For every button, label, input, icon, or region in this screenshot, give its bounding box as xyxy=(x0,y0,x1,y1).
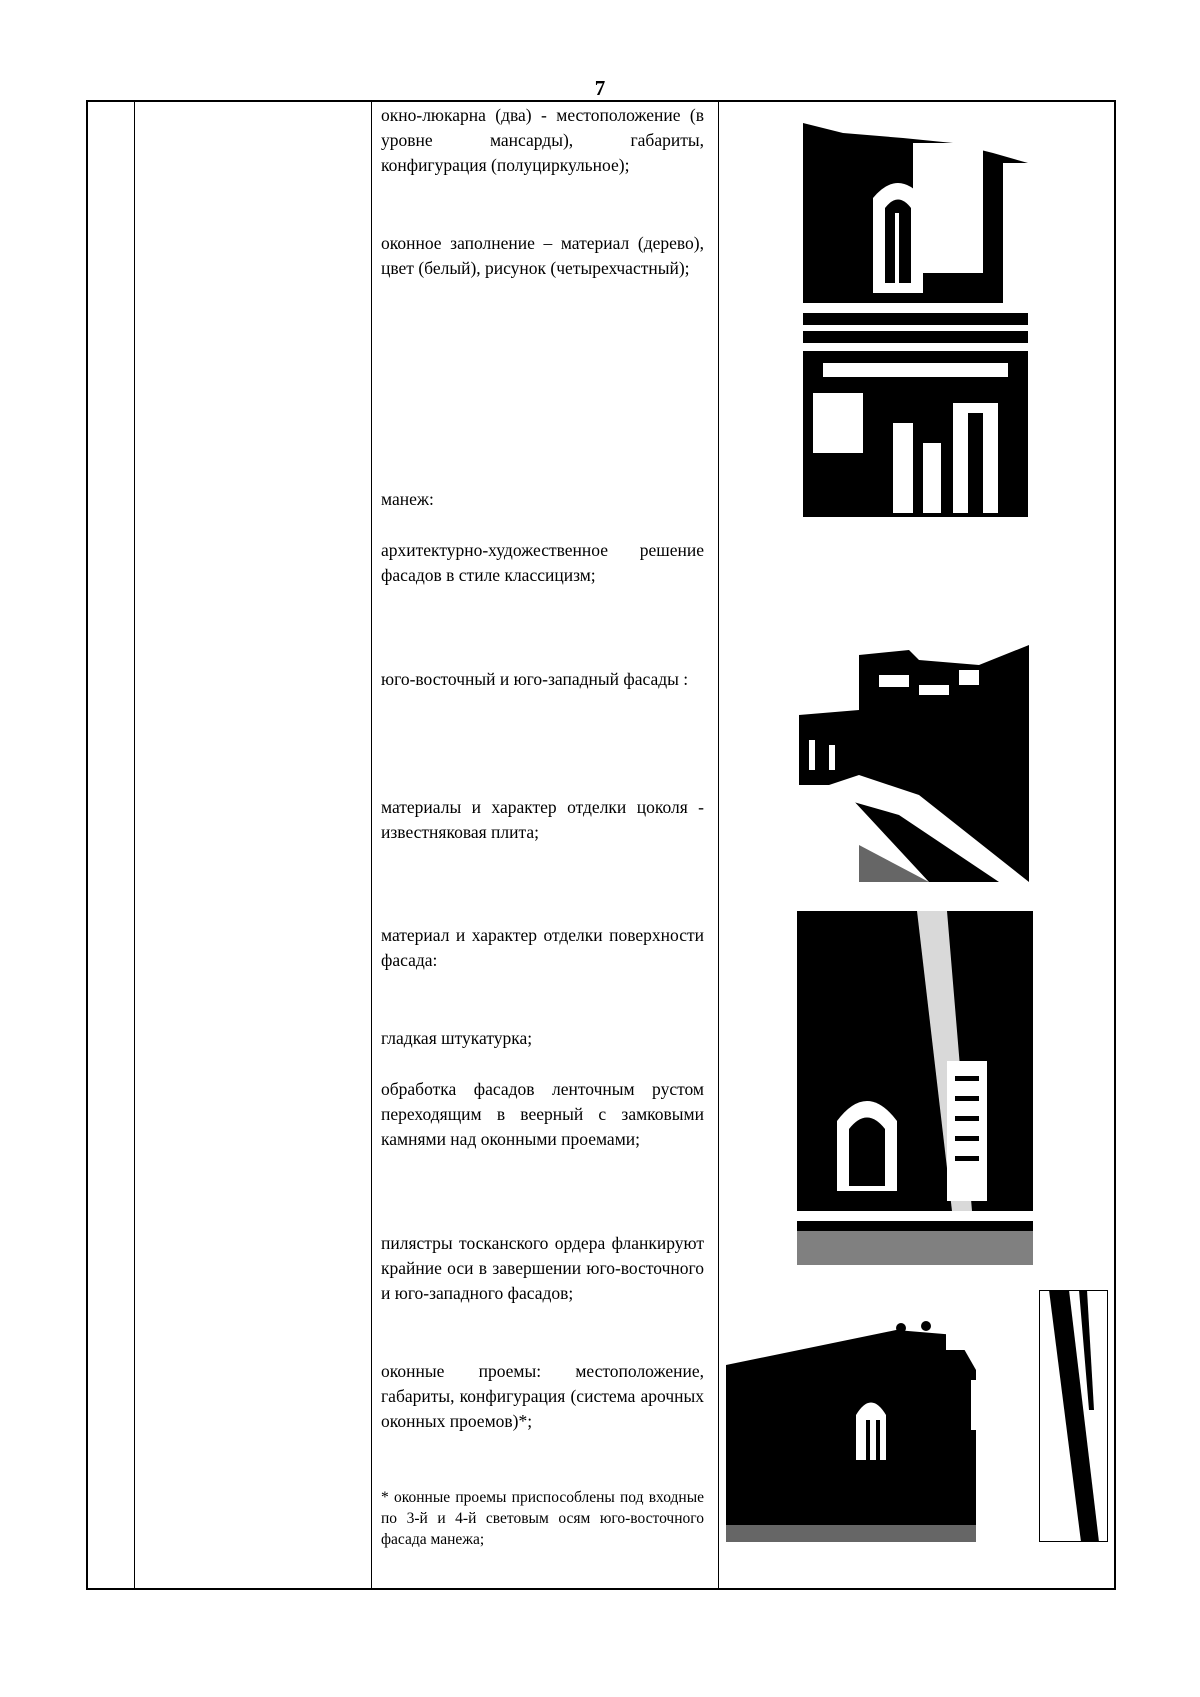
paragraph-facades: юго-восточный и юго-западный фасады : xyxy=(381,669,689,689)
paragraph-smooth-plaster: гладкая штукатурка; xyxy=(381,1028,533,1048)
column-divider-2 xyxy=(371,102,372,1588)
paragraph-manege-heading: манеж: xyxy=(381,489,434,509)
paragraph-plinth-finish: материалы и характер отделки цоколя - известняковая плита; xyxy=(381,797,704,842)
facade-dormer-window-photo xyxy=(803,103,1028,517)
paragraph-footnote: * оконные проемы приспособлены под входные по 3-й и 4-й световым осям юго-восточного фасада манежа; xyxy=(381,1489,704,1548)
paragraph-dormer-window: окно-люкарна (два) - местоположение (в уровне мансарды), габариты, конфигурация (полуциркульное); xyxy=(381,105,704,175)
manege-facade-arched-windows-photo xyxy=(726,1290,1026,1542)
manege-street-view-photo xyxy=(799,645,1029,882)
paragraph-rustication: обработка фасадов ленточным рустом переходящим в веерный с замковыми камнями над оконными проемами; xyxy=(381,1079,704,1149)
column-divider-1 xyxy=(134,102,135,1588)
paragraph-pilasters: пилястры тосканского ордера фланкируют крайние оси в завершении юго-восточного и юго-западного фасадов; xyxy=(381,1233,704,1303)
paragraph-surface-finish: материал и характер отделки поверхности фасада: xyxy=(381,925,704,970)
paragraph-window-filling: оконное заполнение – материал (дерево), цвет (белый), рисунок (четырехчастный); xyxy=(381,233,704,278)
manege-column-detail-photo xyxy=(1039,1290,1108,1542)
paragraph-window-openings: оконные проемы: местоположение, габариты, конфигурация (система арочных оконных проемов)*; xyxy=(381,1361,704,1431)
manege-corner-pilaster-photo xyxy=(797,911,1033,1265)
column-divider-3 xyxy=(718,102,719,1588)
paragraph-architectural-solution: архитектурно-художественное решение фасадов в стиле классицизм; xyxy=(381,540,704,585)
page-number: 7 xyxy=(594,76,606,100)
